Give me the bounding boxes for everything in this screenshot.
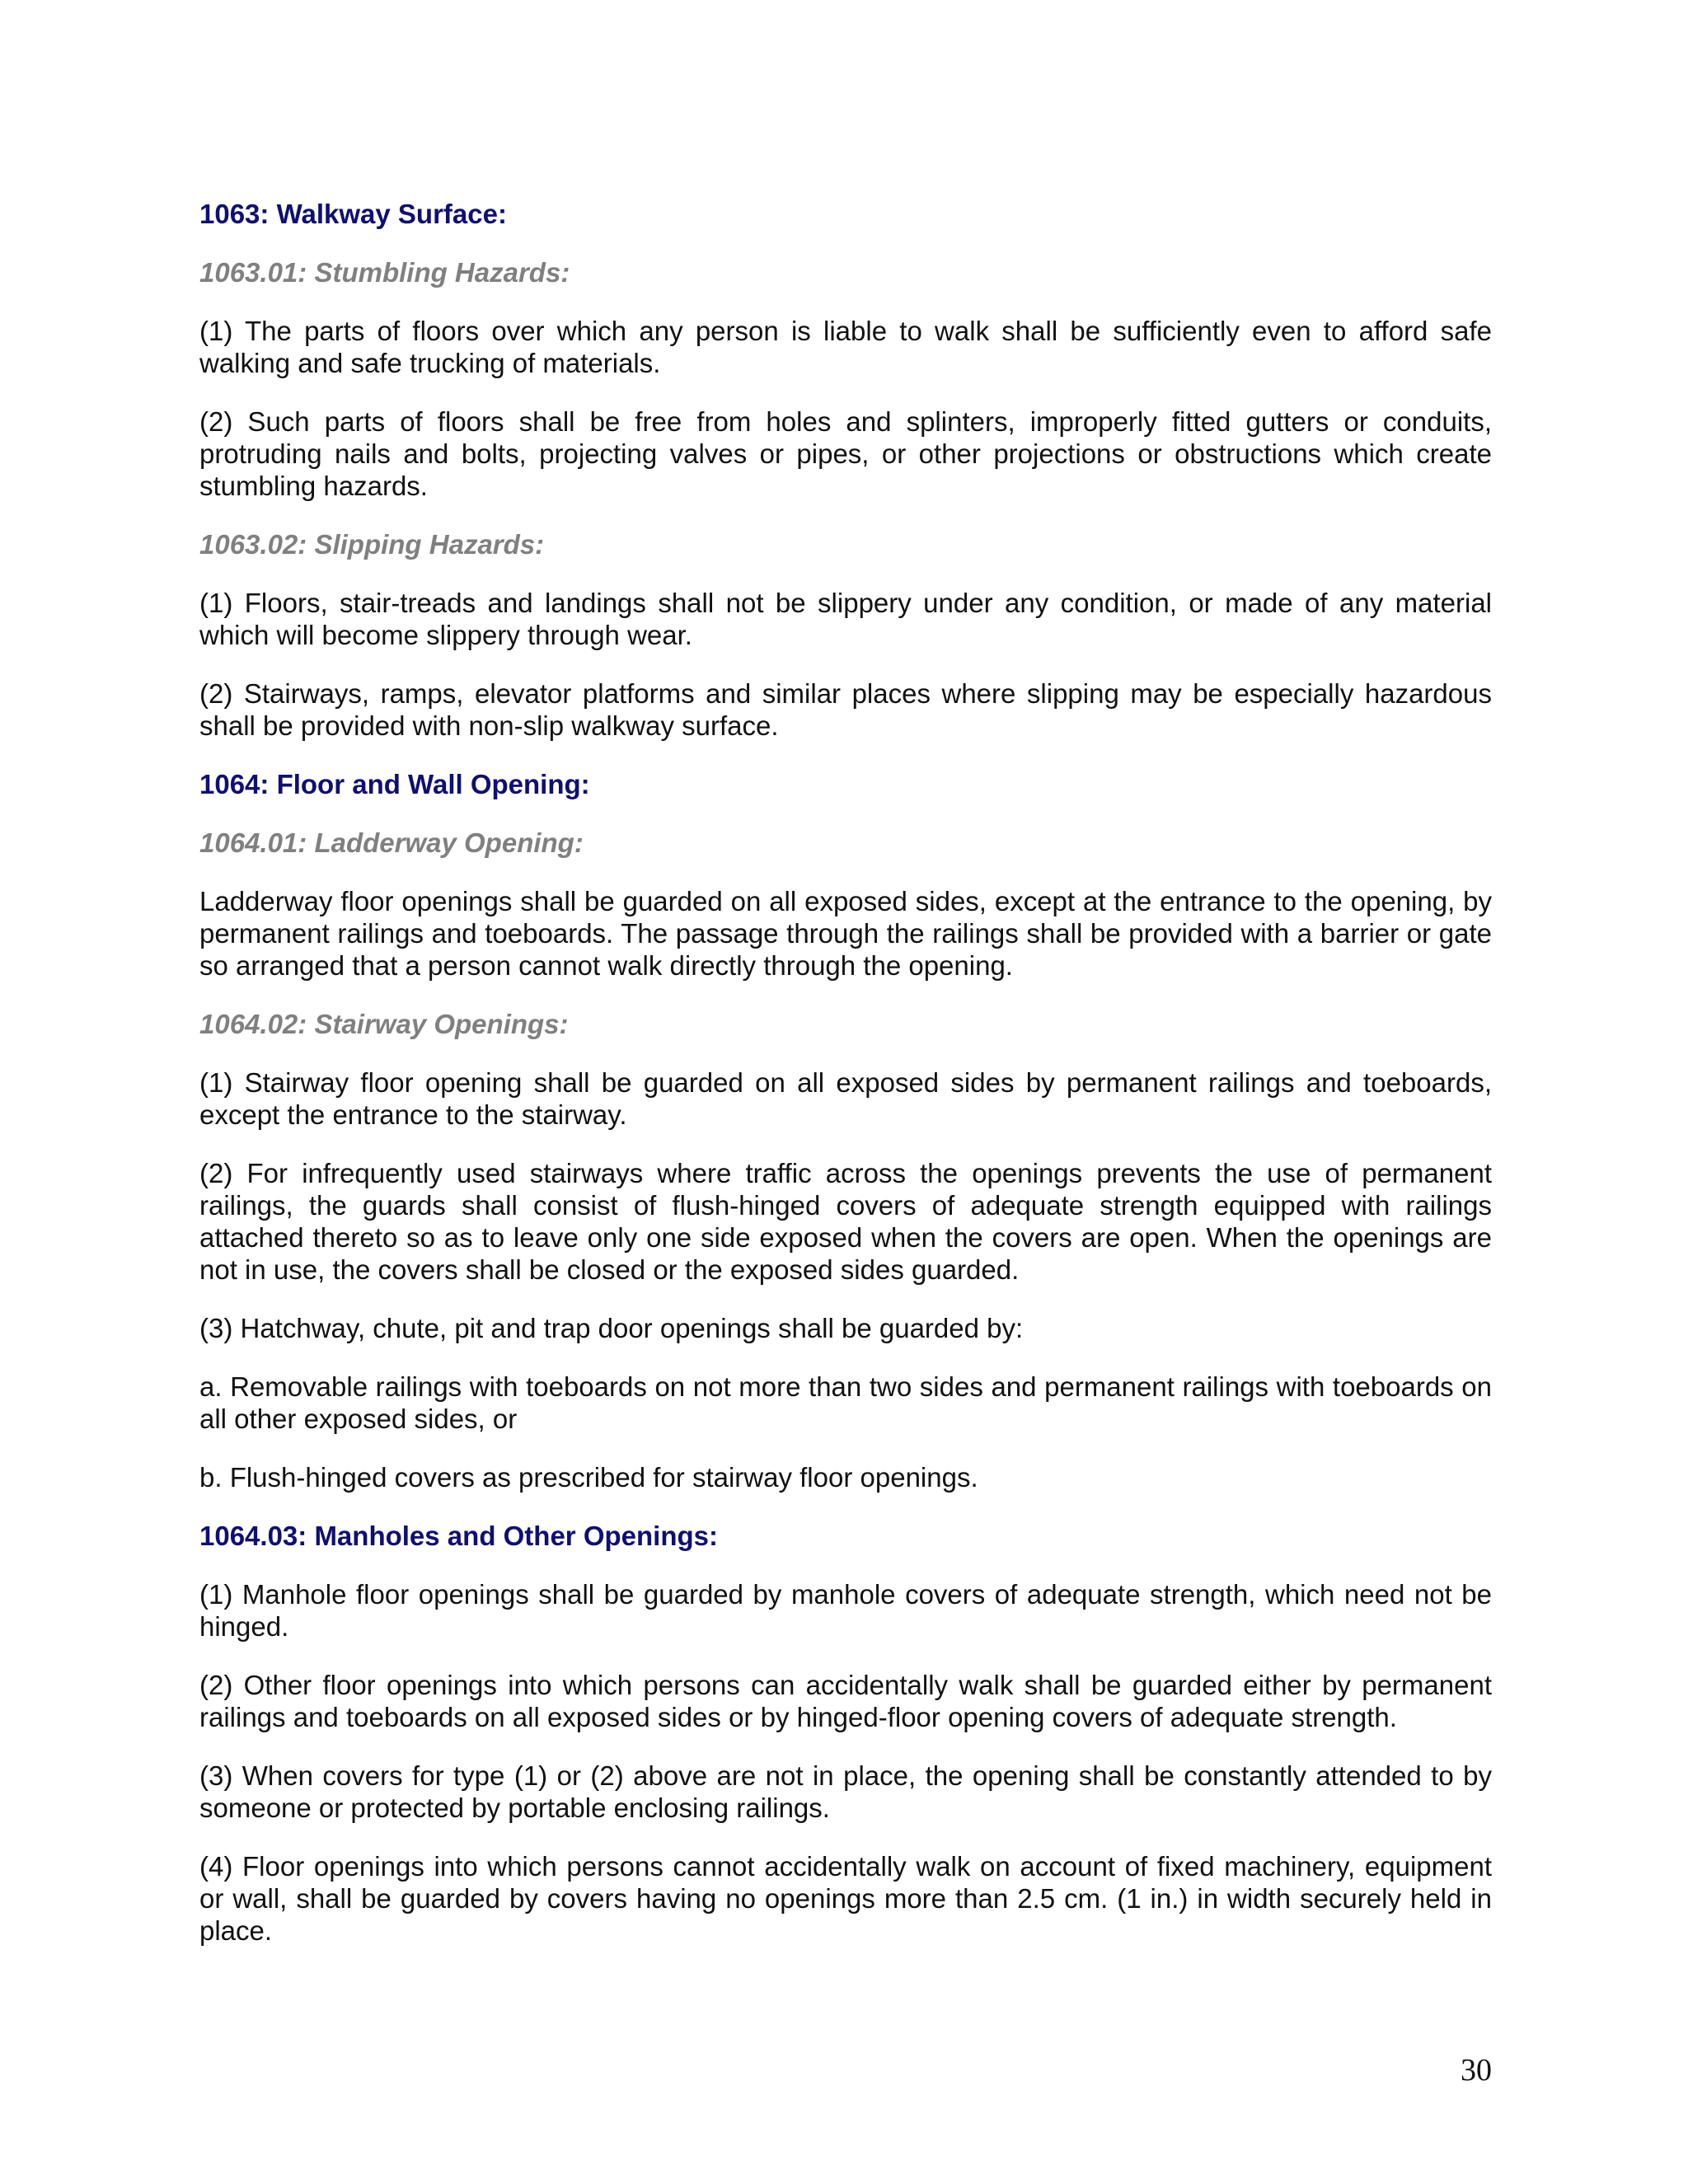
paragraph: (1) The parts of floors over which any person is liable to walk shall be sufficiently even to afford safe walking and safe trucking of materials.: [199, 316, 1492, 378]
paragraph: (1) Manhole floor openings shall be guarded by manhole covers of adequate strength, which need not be hinged.: [199, 1579, 1492, 1642]
subsection-heading: 1064.02: Stairway Openings:: [199, 1009, 569, 1039]
paragraph: (2) For infrequently used stairways where traffic across the openings prevents the use of permanent railings, the guards shall consist of flush-hinged covers of adequate strength equipped with railings attached thereto so as to leave only one side exposed when the covers are open. When the openings are not in use, the covers shall be closed or the exposed sides guarded.: [199, 1158, 1492, 1285]
paragraph: (2) Stairways, ramps, elevator platforms and similar places where slipping may be especially hazardous shall be provided with non-slip walkway surface.: [199, 678, 1492, 741]
paragraph: b. Flush-hinged covers as prescribed for stairway floor openings.: [199, 1462, 978, 1493]
paragraph: (4) Floor openings into which persons cannot accidentally walk on account of fixed machinery, equipment or wall, shall be guarded by covers having no openings more than 2.5 cm. (1 in.) in width securely held in place.: [199, 1851, 1492, 1946]
paragraph: Ladderway floor openings shall be guarded on all exposed sides, except at the entrance to the opening, by permanent railings and toeboards. The passage through the railings shall be provided with a barrier or gate so arranged that a person cannot walk directly through the opening.: [199, 886, 1492, 981]
paragraph: (2) Other floor openings into which persons can accidentally walk shall be guarded either by permanent railings and toeboards on all exposed sides or by hinged-floor opening covers of adequate strength.: [199, 1670, 1492, 1732]
subsection-heading: 1063.01: Stumbling Hazards:: [199, 257, 570, 288]
page-number: 30: [1461, 2053, 1492, 2088]
subsection-heading: 1063.02: Slipping Hazards:: [199, 529, 545, 560]
section-heading: 1063: Walkway Surface:: [199, 199, 507, 229]
section-heading: 1064: Floor and Wall Opening:: [199, 769, 590, 799]
paragraph: a. Removable railings with toeboards on not more than two sides and permanent railings with toeboards on all other exposed sides, or: [199, 1371, 1492, 1434]
paragraph: (3) Hatchway, chute, pit and trap door openings shall be guarded by:: [199, 1313, 1024, 1343]
paragraph: (3) When covers for type (1) or (2) above are not in place, the opening shall be constantly attended to by someone or protected by portable enclosing railings.: [199, 1760, 1492, 1823]
section-heading: 1064.03: Manholes and Other Openings:: [199, 1521, 718, 1551]
paragraph: (1) Stairway floor opening shall be guarded on all exposed sides by permanent railings and toeboards, except the entrance to the stairway.: [199, 1067, 1492, 1130]
paragraph: (1) Floors, stair-treads and landings shall not be slippery under any condition, or made of any material which will become slippery through wear.: [199, 588, 1492, 650]
document-page: [199, 198, 1492, 1973]
paragraph: (2) Such parts of floors shall be free from holes and splinters, improperly fitted gutters or conduits, protruding nails and bolts, projecting valves or pipes, or other projections or obstructions which create stumbling hazards.: [199, 406, 1492, 501]
subsection-heading: 1064.01: Ladderway Opening:: [199, 827, 584, 858]
